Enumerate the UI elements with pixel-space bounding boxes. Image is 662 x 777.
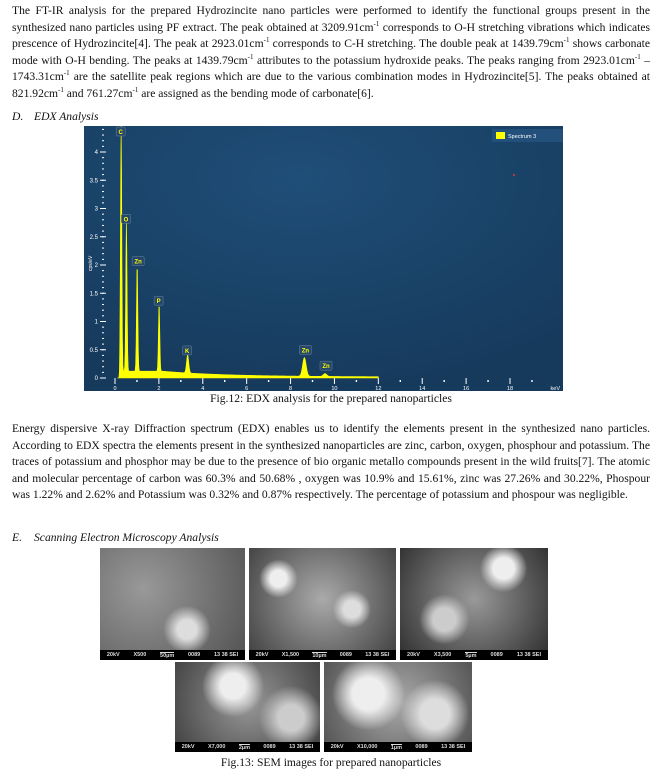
x-minor-tick [356,380,357,382]
edx-spectrum-chart [84,126,563,391]
x-minor-tick [136,380,137,382]
sem-scale: 5µm [465,652,477,659]
superscript: -1 [373,19,380,28]
x-minor-tick [400,380,401,382]
superscript: -1 [58,86,64,95]
x-tick-label: 16 [463,386,470,391]
peak-label [116,127,125,136]
text-run: shows carbonate mode with O-H bending. The peaks at 1439.79cm [12,37,650,67]
y-tick-label: 0.5 [89,347,98,354]
sem-session: 13 38 SEI [289,744,314,750]
x-tick-label: 0 [113,386,117,391]
peak-label-text: C [118,130,123,136]
peak-label [132,257,144,266]
sem-image [400,548,548,660]
peak-label-text: O [123,217,129,224]
text-run: – 1743.31cm [12,53,650,84]
peak-label-text: P [156,299,161,306]
sem-micrograph [175,662,320,742]
sem-id: 0089 [339,652,352,658]
sem-session: 13 38 SEI [213,652,239,658]
sem-kv: 20kV [255,652,269,658]
y-tick-label: 3 [94,206,98,213]
peak-label [154,296,163,305]
superscript: -1 [563,36,570,45]
sem-scale: 50µm [160,652,175,659]
x-tick-label: 6 [245,386,249,391]
sem-info-bar [100,650,245,660]
peak-label-text: Zn [301,348,310,355]
text-run: are the satellite peak regions which are due to the various combination modes in Hydrozincite[5]. The peaks obtained at 821.92cm [12,70,650,100]
peak-label [320,361,332,370]
sem-mag: X7,000 [207,744,226,750]
legend-swatch [496,132,505,139]
y-tick-label: 2.5 [89,234,98,241]
sem-micrograph [249,548,396,650]
peak-label-text: Zn [322,364,330,371]
sem-image [175,662,320,752]
edx-paragraph: Energy dispersive X-ray Diffraction spectrum (EDX) enables us to identify the elements present in the synthesized nano particles. According to EDX spectra the elements present in the synthesized nanoparticles are zinc, carbon, oxygen, phosphour and potassium. The traces of potassium and phosphor may be due to the presence of bio organic metallo compounds present in the wild fruits[7]. The atomic and molecular percentage of carbon was 60.3% and 50.68% , oxygen was 10.9% and 15.61%, zinc was 27.26% and 30.22%, Phospour was 1.22% and 2.62% and Potassium was 0.32% and 0.87% respectively. The percentage of potassium and phospour was negligible. [12,422,650,502]
text-run: corresponds to C-H stretching. The double peak at 1439.79cm [269,37,564,51]
x-tick-label: 8 [289,386,293,391]
text-run: attributes to the potassium hydroxide peaks. The peaks ranging from 2923.01cm [253,53,635,67]
section-title: EDX Analysis [34,110,99,123]
y-tick-label: 1.5 [89,291,98,298]
y-tick-label: 4 [94,150,98,156]
peak-label-text: K [184,348,190,355]
sem-kv: 20kV [106,652,120,658]
chart-background [84,126,563,391]
sem-micrograph [400,548,548,650]
x-tick-label: 14 [419,386,426,391]
sem-kv: 20kV [407,652,420,658]
x-minor-tick [487,380,488,382]
fig12-caption: Fig.12: EDX analysis for the prepared nanoparticles [210,392,452,405]
sem-image [324,662,472,752]
y-tick-label: 1 [94,319,98,326]
sem-kv: 20kV [181,744,195,750]
sem-micrograph [324,662,472,742]
superscript: -1 [634,52,641,61]
sem-session: 13 38 SEI [516,652,541,658]
sem-kv: 20kV [330,744,344,750]
x-tick-label: 18 [506,386,514,391]
superscript: -1 [63,69,70,78]
superscript: -1 [132,86,139,95]
x-minor-tick [443,380,444,382]
text-run: The FT-IR analysis for the prepared Hydrozincite nano particles were performed to identify the functional groups present in the synthesized nano particles using PF extract. The peak obtained at 3209.91cm [12,4,650,34]
peak-label [299,345,311,354]
x-tick-label: 10 [331,386,338,391]
sem-scale: 1µm [390,744,402,751]
superscript: -1 [247,52,254,61]
peak-label [183,346,192,355]
section-e-heading [12,531,219,544]
sem-image [100,548,245,660]
x-minor-tick [312,380,313,382]
sem-scale: 2µm [238,744,250,751]
sem-mag: X1,500 [281,652,300,658]
y-tick-label: 0 [94,376,98,382]
text-run: and 761.27cm [63,86,133,100]
x-tick-label: 12 [375,386,382,391]
section-title: Scanning Electron Microscopy Analysis [34,531,219,544]
sem-id: 0089 [415,744,428,750]
sem-info-bar [400,650,548,660]
x-minor-tick [268,380,269,382]
text-run: are assigned as the bending mode of carbonate[6]. [138,86,374,100]
sem-mag: X500 [133,652,147,658]
sem-micrograph [100,548,245,650]
peak-label-text: Zn [134,259,142,266]
legend-label: Spectrum 3 [508,134,537,140]
superscript: -1 [263,36,270,45]
x-minor-tick [224,380,225,382]
sem-id: 0089 [490,652,503,658]
sem-id: 0089 [263,744,276,750]
y-axis-label: cps/eV [88,255,94,271]
fig13-caption: Fig.13: SEM images for prepared nanoparticles [220,756,442,769]
sem-mag: X3,500 [433,652,452,658]
x-minor-tick [180,380,181,382]
sem-info-bar [249,650,396,660]
text-run: corresponds to O-H stretching vibrations which indicates prescence of Hydrozincite[4]. The peak at 2923.01cm [12,20,651,51]
marker-dot [513,174,515,176]
x-tick-label: 2 [157,386,161,391]
sem-info-bar [324,742,472,752]
sem-scale: 10µm [312,652,327,659]
x-axis-label: keV [550,386,560,391]
section-d-heading [12,110,99,123]
y-tick-label: 3.5 [89,178,98,185]
sem-image [249,548,396,660]
peak-label [121,214,130,223]
sem-mag: X10,000 [356,744,378,750]
ftir-paragraph [12,3,650,103]
x-tick-label: 4 [201,386,205,391]
sem-session: 13 38 SEI [365,652,390,658]
section-number: D. [12,110,24,123]
sem-session: 13 38 SEI [441,744,466,750]
y-tick-label: 2 [94,263,98,269]
sem-info-bar [175,742,320,752]
x-minor-tick [531,380,532,382]
sem-id: 0089 [187,652,201,658]
section-number: E. [12,531,22,544]
